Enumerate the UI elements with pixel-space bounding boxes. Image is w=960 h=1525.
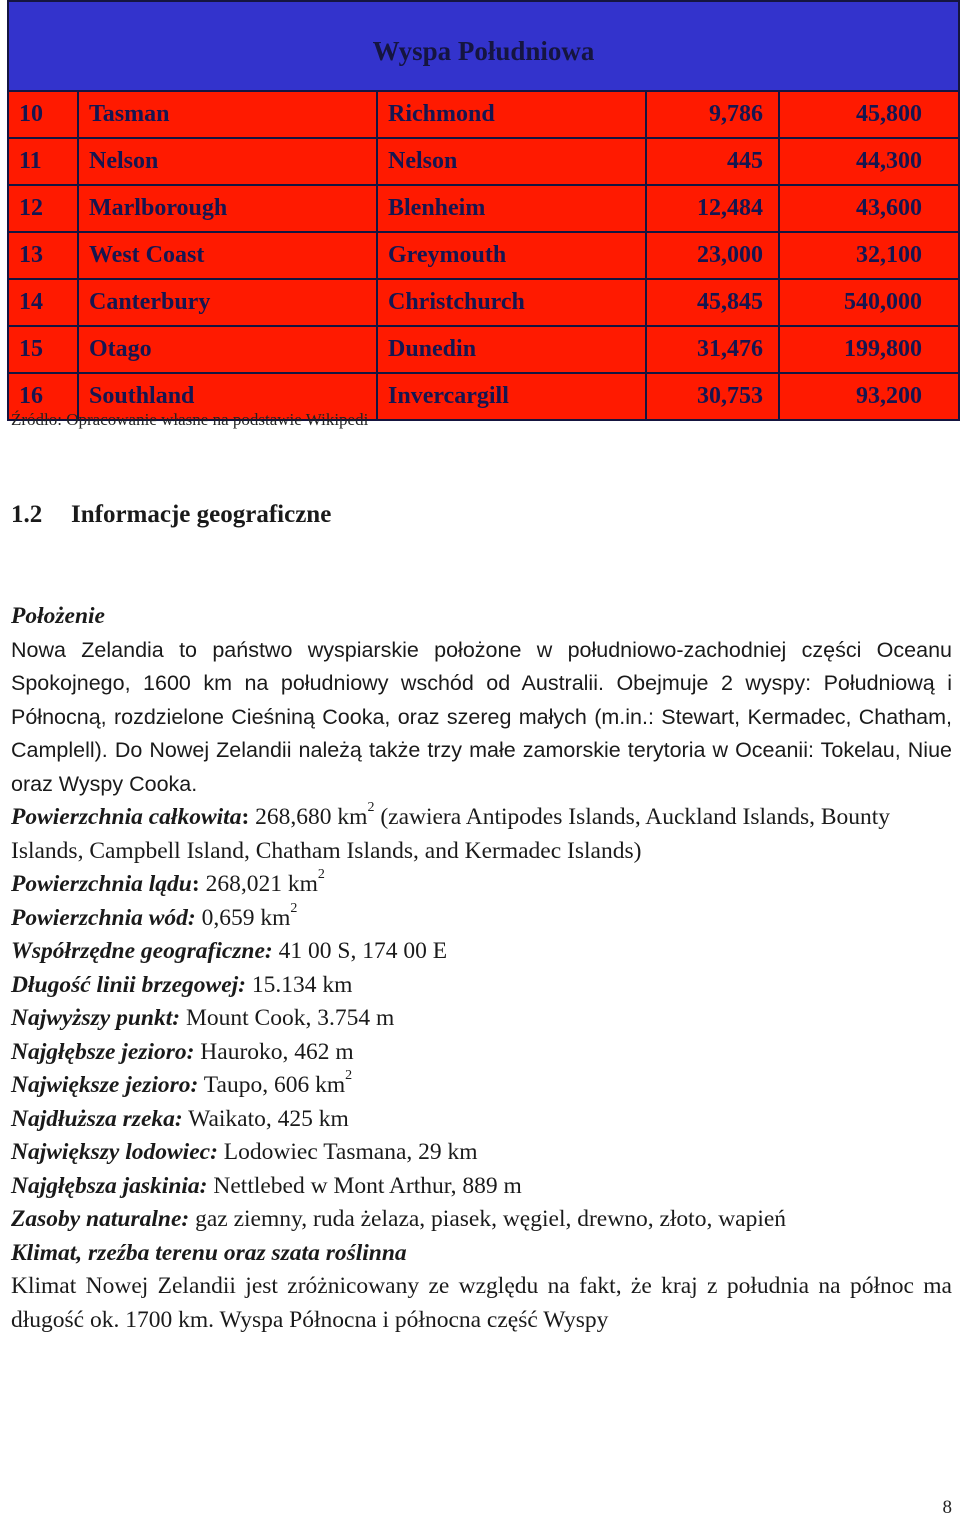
row-number: 15 bbox=[8, 326, 78, 373]
fact-value: Taupo, 606 km bbox=[203, 1072, 346, 1098]
region-area: 445 bbox=[646, 138, 779, 185]
region-seat: Christchurch bbox=[377, 279, 646, 326]
table-row bbox=[8, 91, 959, 138]
fact-value: 15.134 km bbox=[251, 971, 353, 998]
fact-value: 41 00 S, 174 00 E bbox=[278, 938, 448, 964]
fact-deepest-cave bbox=[11, 1170, 952, 1204]
row-number: 13 bbox=[8, 232, 78, 279]
fact-label: Powierzchnia lądu bbox=[11, 871, 192, 897]
climate-heading: Klimat, rzeźba terenu oraz szata roślinna bbox=[11, 1239, 407, 1266]
table-row bbox=[8, 138, 959, 185]
fact-longest-river bbox=[11, 1103, 952, 1137]
region-name: Tasman bbox=[78, 91, 377, 138]
fact-value: Lodowiec Tasmana, 29 km bbox=[223, 1139, 478, 1165]
region-name: Canterbury bbox=[78, 279, 377, 326]
geography-content bbox=[11, 600, 952, 1337]
fact-coordinates bbox=[11, 935, 952, 969]
fact-value: Waikato, 425 km bbox=[188, 1105, 349, 1132]
region-area: 31,476 bbox=[646, 326, 779, 373]
fact-value: 268,680 km bbox=[255, 804, 368, 830]
fact-label: Długość linii brzegowej: bbox=[11, 971, 247, 998]
fact-label: Powierzchnia całkowita bbox=[11, 804, 242, 830]
fact-label: Najdłuższa rzeka: bbox=[11, 1105, 183, 1132]
region-population: 93,200 bbox=[779, 373, 959, 420]
fact-label: Zasoby naturalne: bbox=[11, 1206, 190, 1232]
section-title: Informacje geograficzne bbox=[71, 501, 332, 528]
region-area: 9,786 bbox=[646, 91, 779, 138]
fact-water-area bbox=[11, 902, 952, 936]
table-row bbox=[8, 185, 959, 232]
fact-value: gaz ziemny, ruda żelaza, piasek, węgiel, drewno, złoto, wapień bbox=[195, 1206, 787, 1232]
row-number: 12 bbox=[8, 185, 78, 232]
region-seat: Dunedin bbox=[377, 326, 646, 373]
fact-coastline bbox=[11, 969, 952, 1003]
region-population: 44,300 bbox=[779, 138, 959, 185]
location-heading: Położenie bbox=[11, 603, 105, 629]
table-source-note: Źródło: Opracowanie własne na podstawie Wikipedi bbox=[11, 410, 369, 429]
region-seat: Blenheim bbox=[377, 185, 646, 232]
fact-label: Największe jezioro: bbox=[11, 1072, 199, 1098]
region-name: West Coast bbox=[78, 232, 377, 279]
fact-note: (zawiera Antipodes Islands, Auckland Islands, Bounty Islands, Campbell Island, Chatham Islands, and Kermadec Islands) bbox=[11, 804, 891, 864]
row-number: 11 bbox=[8, 138, 78, 185]
regions-table bbox=[7, 0, 960, 421]
superscript: 2 bbox=[290, 900, 298, 916]
region-population: 45,800 bbox=[779, 91, 959, 138]
fact-value: Hauroko, 462 m bbox=[200, 1038, 354, 1065]
region-area: 30,753 bbox=[646, 373, 779, 420]
region-name: Otago bbox=[78, 326, 377, 373]
section-heading bbox=[11, 501, 331, 529]
superscript: 2 bbox=[317, 867, 325, 883]
fact-label: Współrzędne geograficzne: bbox=[11, 938, 273, 964]
fact-total-area: Powierzchnia całkowita: 268,680 $km^2$ (zawiera Antipodes Islands, Auckland Islands, Bounty Islands, Campbell Island, Chatham Islands, and Kermadec Islands) bbox=[11, 800, 891, 864]
region-population: 199,800 bbox=[779, 326, 959, 373]
fact-value: 0,659 km bbox=[201, 904, 291, 931]
region-seat: Invercargill bbox=[377, 373, 646, 420]
table-row bbox=[8, 326, 959, 373]
region-area: 23,000 bbox=[646, 232, 779, 279]
region-population: 32,100 bbox=[779, 232, 959, 279]
table-title: Wyspa Południowa bbox=[8, 1, 959, 91]
page-number: 8 bbox=[942, 1497, 952, 1518]
region-seat: Richmond bbox=[377, 91, 646, 138]
fact-value: Nettlebed w Mont Arthur, 889 m bbox=[213, 1172, 522, 1199]
row-number: 16 bbox=[8, 373, 78, 420]
region-seat: Greymouth bbox=[377, 232, 646, 279]
region-area: 12,484 bbox=[646, 185, 779, 232]
fact-label: Najwyższy punkt: bbox=[11, 1005, 181, 1031]
fact-deepest-lake bbox=[11, 1036, 952, 1070]
region-name: Nelson bbox=[78, 138, 377, 185]
location-paragraph: Nowa Zelandia to państwo wyspiarskie położone w południowo-zachodniej części Oceanu Spokojnego, 1600 km na południowy wschód od Australii. Obejmuje 2 wyspy: Południową i Północną, rozdzielone Cieśniną Cooka, oraz szereg małych (m.in.: Stewart, Kermadec, Chatham, Camplell). Do Nowej Zelandii należą także trzy małe zamorskie terytoria w Oceanii: Tokelau, Niue oraz Wyspy Cooka. bbox=[11, 637, 952, 796]
fact-label: Największy lodowiec: bbox=[11, 1139, 218, 1165]
table-row bbox=[8, 232, 959, 279]
fact-largest-glacier bbox=[11, 1136, 952, 1170]
table-row bbox=[8, 279, 959, 326]
fact-highest-point bbox=[11, 1002, 952, 1036]
fact-label: Najgłębsza jaskinia: bbox=[11, 1172, 208, 1199]
region-seat: Nelson bbox=[377, 138, 646, 185]
fact-value: 268,021 km bbox=[205, 871, 318, 897]
fact-label: Powierzchnia wód: bbox=[11, 904, 196, 931]
row-number: 10 bbox=[8, 91, 78, 138]
region-population: 43,600 bbox=[779, 185, 959, 232]
row-number: 14 bbox=[8, 279, 78, 326]
climate-paragraph: Klimat Nowej Zelandii jest zróżnicowany ze względu na fakt, że kraj z południa na północ ma długość ok. 1700 km. Wyspa Północna i północna część Wyspy bbox=[11, 1273, 952, 1333]
section-number: 1.2 bbox=[11, 501, 43, 528]
superscript: 2 bbox=[367, 800, 375, 816]
fact-land-area: Powierzchnia lądu: 268,021 $km^2$ bbox=[11, 867, 325, 897]
fact-value: Mount Cook, 3.754 m bbox=[185, 1005, 395, 1031]
superscript: 2 bbox=[345, 1068, 353, 1084]
region-name: Southland bbox=[78, 373, 377, 420]
region-area: 45,845 bbox=[646, 279, 779, 326]
fact-largest-lake bbox=[11, 1069, 952, 1103]
fact-label: Najgłębsze jezioro: bbox=[11, 1038, 195, 1065]
region-name: Marlborough bbox=[78, 185, 377, 232]
region-population: 540,000 bbox=[779, 279, 959, 326]
fact-resources bbox=[11, 1203, 952, 1237]
